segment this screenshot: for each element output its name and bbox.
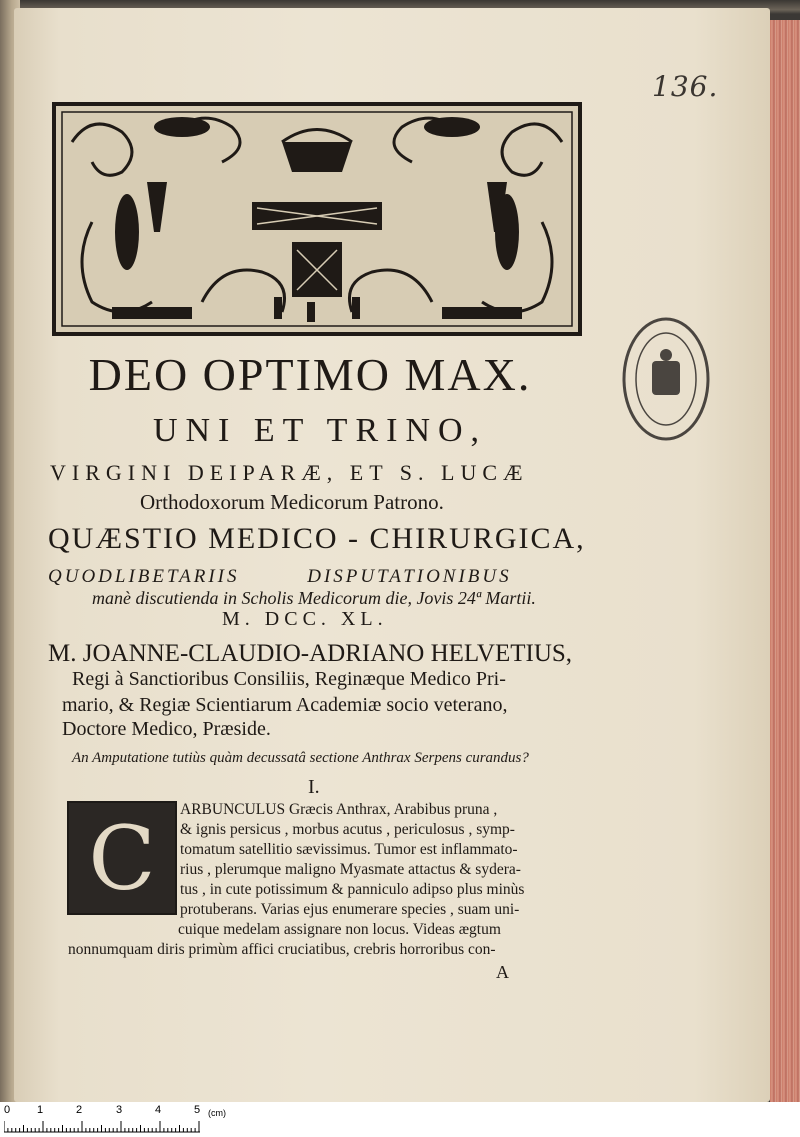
section-number: I. bbox=[308, 776, 320, 798]
body-line: nonnumquam diris primùm affici cruciatibus, crebris horroribus con- bbox=[68, 941, 496, 958]
ruler-unit: (cm) bbox=[208, 1108, 226, 1118]
ruler-label: 3 bbox=[116, 1104, 123, 1116]
body-line: & ignis persicus , morbus acutus , periculosus , symp- bbox=[180, 821, 515, 838]
ruler-label: 5 bbox=[194, 1104, 201, 1116]
ruler-label: 0 bbox=[4, 1104, 11, 1116]
body-line: ARBUNCULUS Græcis Anthrax, Arabibus pruna , bbox=[180, 801, 498, 818]
president-title-1: Regi à Sanctioribus Consiliis, Reginæque Medico Pri- bbox=[72, 668, 506, 690]
ruler-label: 4 bbox=[155, 1104, 162, 1116]
dedication-line-2: UNI ET TRINO, bbox=[152, 412, 488, 449]
president-title-3: Doctore Medico, Præside. bbox=[62, 718, 271, 740]
year-line: M. DCC. XL. bbox=[222, 608, 388, 630]
thesis-question: An Amputatione tutiùs quàm decussatâ sectione Anthrax Serpens curandus? bbox=[72, 750, 529, 766]
initial-letter: C bbox=[88, 806, 156, 910]
body-line: rius , plerumque maligno Myasmate attactus & sydera- bbox=[180, 861, 521, 878]
body-line: tomatum satellitio sævissimus. Tumor est inflammato- bbox=[180, 841, 518, 858]
dedication-line-4: Orthodoxorum Medicorum Patrono. bbox=[140, 490, 444, 514]
ruler-label: 2 bbox=[76, 1104, 83, 1116]
disputation-line: QUODLIBETARIIS DISPUTATIONIBUS bbox=[48, 566, 512, 587]
library-stamp bbox=[620, 315, 712, 443]
body-line: tus , in cute potissimum & panniculo adipso plus minùs bbox=[180, 881, 525, 898]
dedication-title: DEO OPTIMO MAX. bbox=[88, 349, 532, 400]
body-line: protuberans. Varias ejus enumerare species , suam uni- bbox=[180, 901, 520, 918]
headpiece-ornament bbox=[52, 102, 582, 336]
catchword: A bbox=[496, 962, 509, 982]
page-folio: 136. bbox=[652, 70, 719, 103]
decorated-initial bbox=[67, 801, 177, 915]
president-name: M. JOANNE-CLAUDIO-ADRIANO HELVETIUS, bbox=[48, 640, 573, 667]
page-stack-edge bbox=[770, 20, 800, 1102]
date-line: manè discutienda in Scholis Medicorum die, Jovis 24ª Martii. bbox=[92, 588, 536, 608]
question-heading: QUÆSTIO MEDICO - CHIRURGICA, bbox=[48, 522, 586, 555]
ruler-ticks bbox=[4, 1121, 200, 1133]
ruler-label: 1 bbox=[37, 1104, 44, 1116]
dedication-line-3: VIRGINI DEIPARÆ, ET S. LUCÆ bbox=[50, 460, 529, 485]
body-line: cuique medelam assignare non locus. Videas ægtum bbox=[178, 921, 501, 938]
president-title-2: mario, & Regiæ Scientiarum Academiæ socio veterano, bbox=[62, 694, 508, 716]
